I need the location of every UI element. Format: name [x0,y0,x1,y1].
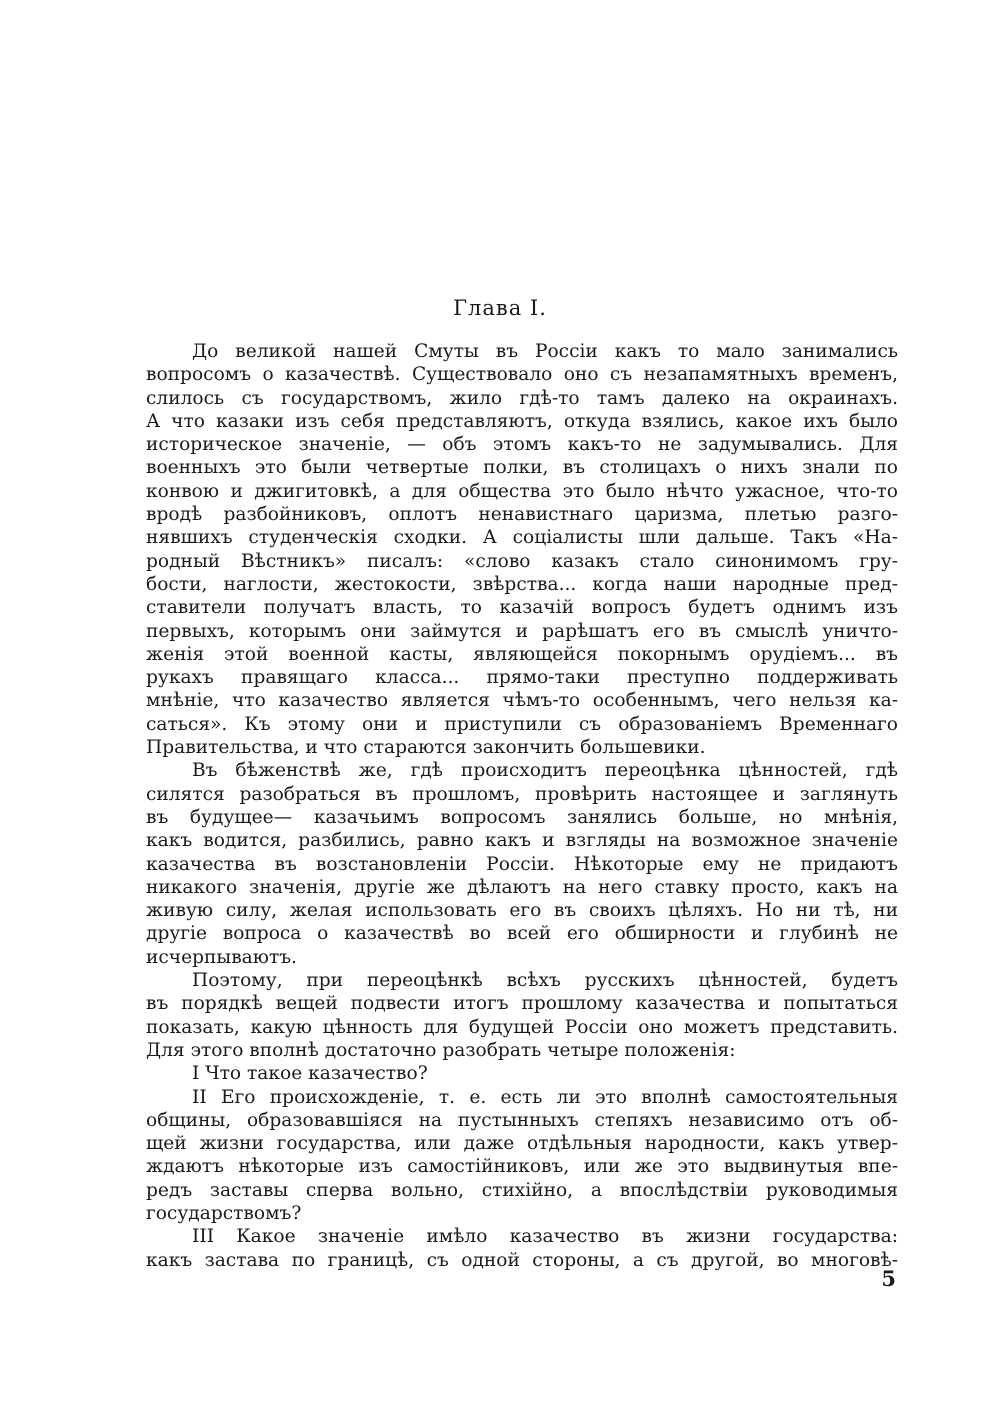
text-line: нявшихъ студенческія сходки. А соціалисты шли дальше. Такъ «На- [146,527,898,549]
page-number: 5 [881,1266,896,1291]
text-line: никакого значенія, другіе же дѣлаютъ на него ставку просто, какъ на [146,876,898,898]
text-line: какъ водится, разбились, равно какъ и взгляды на возможное значеніе [146,830,898,852]
text-line: въ порядкѣ вещей подвести итогъ прошлому казачества и попытаться [146,993,898,1015]
chapter-title: Глава I. [453,296,547,320]
text-line: До великой нашей Смуты въ Россіи какъ то мало занимались [192,341,898,362]
text-line: государствомъ? [146,1202,302,1224]
text-line: первыхъ, которымъ они займутся и рарѣшатъ его въ смыслѣ уничто- [146,620,898,642]
text-line: мнѣніе, что казачество является чѣмъ-то особеннымъ, чего нельзя ка- [146,690,898,712]
text-line: бости, наглости, жестокости, звѣрства... когда наши народные пред- [146,573,898,595]
text-line: слилось съ государствомъ, жило гдѣ-то тамъ далеко на окраинахъ. [146,387,898,409]
text-line: Правительства, и что стараются закончить большевики. [146,737,706,759]
list-item [146,1062,898,1085]
text-line: живую силу, желая использовать его въ своихъ цѣляхъ. Но ни тѣ, ни [146,900,898,922]
list-item [146,1225,898,1272]
text-line: конвою и джигитовкѣ, а для общества это было нѣчто ужасное, что-то [146,480,898,502]
text-line: общины, образовавшіяся на пустынныхъ степяхъ независимо отъ об- [146,1109,898,1131]
text-line: редъ заставы сперва вольно, стихійно, а впослѣдствіи руководимыя [146,1179,898,1201]
text-line: Въ бѣженствѣ же, гдѣ происходитъ переоцѣнка цѣнностей, гдѣ [192,760,898,782]
text-line: рукахъ правящаго класса... прямо-таки преступно поддерживать [146,667,898,689]
text-line: Для этого вполнѣ достаточно разобрать четыре положенія: [146,1039,736,1061]
text-line: щей жизни государства, или даже отдѣльныя народности, какъ утвер- [146,1133,898,1155]
text-line: военныхъ это были четвертые полки, въ столицахъ о нихъ знали по [146,457,898,479]
text-line: вопросомъ о казачествѣ. Существовало оно съ незапамятныхъ временъ, [146,364,898,386]
text-line: II Его происхожденіе, т. е. есть ли это вполнѣ самостоятельныя [192,1086,898,1108]
text-line: показать, какую цѣнность для будущей Россіи оно можетъ представить. [146,1016,898,1038]
text-line: А что казаки изъ себя представляютъ, откуда взялись, какое ихъ было [146,410,898,432]
text-line: саться». Къ этому они и приступили съ образованіемъ Временнаго [146,713,898,735]
paragraph [146,340,898,759]
text-line: какъ застава по границѣ, съ одной стороны, а съ другой, во многовѣ- [146,1249,898,1271]
text-line: ждаютъ нѣкоторые изъ самостійниковъ, или же это выдвинутыя впе- [146,1156,898,1178]
text-line: женія этой военной касты, являющейся покорнымъ орудіемъ... въ [146,643,898,665]
text-line: исчерпываютъ. [146,946,297,968]
text-line: III Какое значеніе имѣло казачество въ жизни государства: [192,1226,898,1248]
text-line: вродѣ разбойниковъ, оплотъ ненавистнаго царизма, плетью разго- [146,504,898,526]
text-line: историческое значеніе, — объ этомъ какъ-то не задумывались. Для [146,434,898,456]
text-line: другіе вопроса о казачествѣ во всей его обширности и глубинѣ не [146,923,898,945]
text-line: Поэтому, при переоцѣнкѣ всѣхъ русскихъ цѣнностей, будетъ [192,970,898,992]
paragraph [146,759,898,969]
text-line: казачества въ возстановленіи Россіи. Нѣкоторые ему не придаютъ [146,853,898,875]
paragraph [146,969,898,1062]
text-line: ставители получатъ власть, то казачій вопросъ будетъ однимъ изъ [146,597,898,619]
list-item [146,1086,898,1226]
text-line: силятся разобраться въ прошломъ, провѣрить настоящее и заглянуть [146,783,898,805]
text-line: I Что такое казачество? [192,1063,428,1085]
body-text [146,340,898,1272]
text-line: въ будущее— казачьимъ вопросомъ занялись больше, но мнѣнія, [146,806,898,828]
text-line: родный Вѣстникъ» писалъ: «слово казакъ стало синонимомъ гру- [146,550,898,572]
